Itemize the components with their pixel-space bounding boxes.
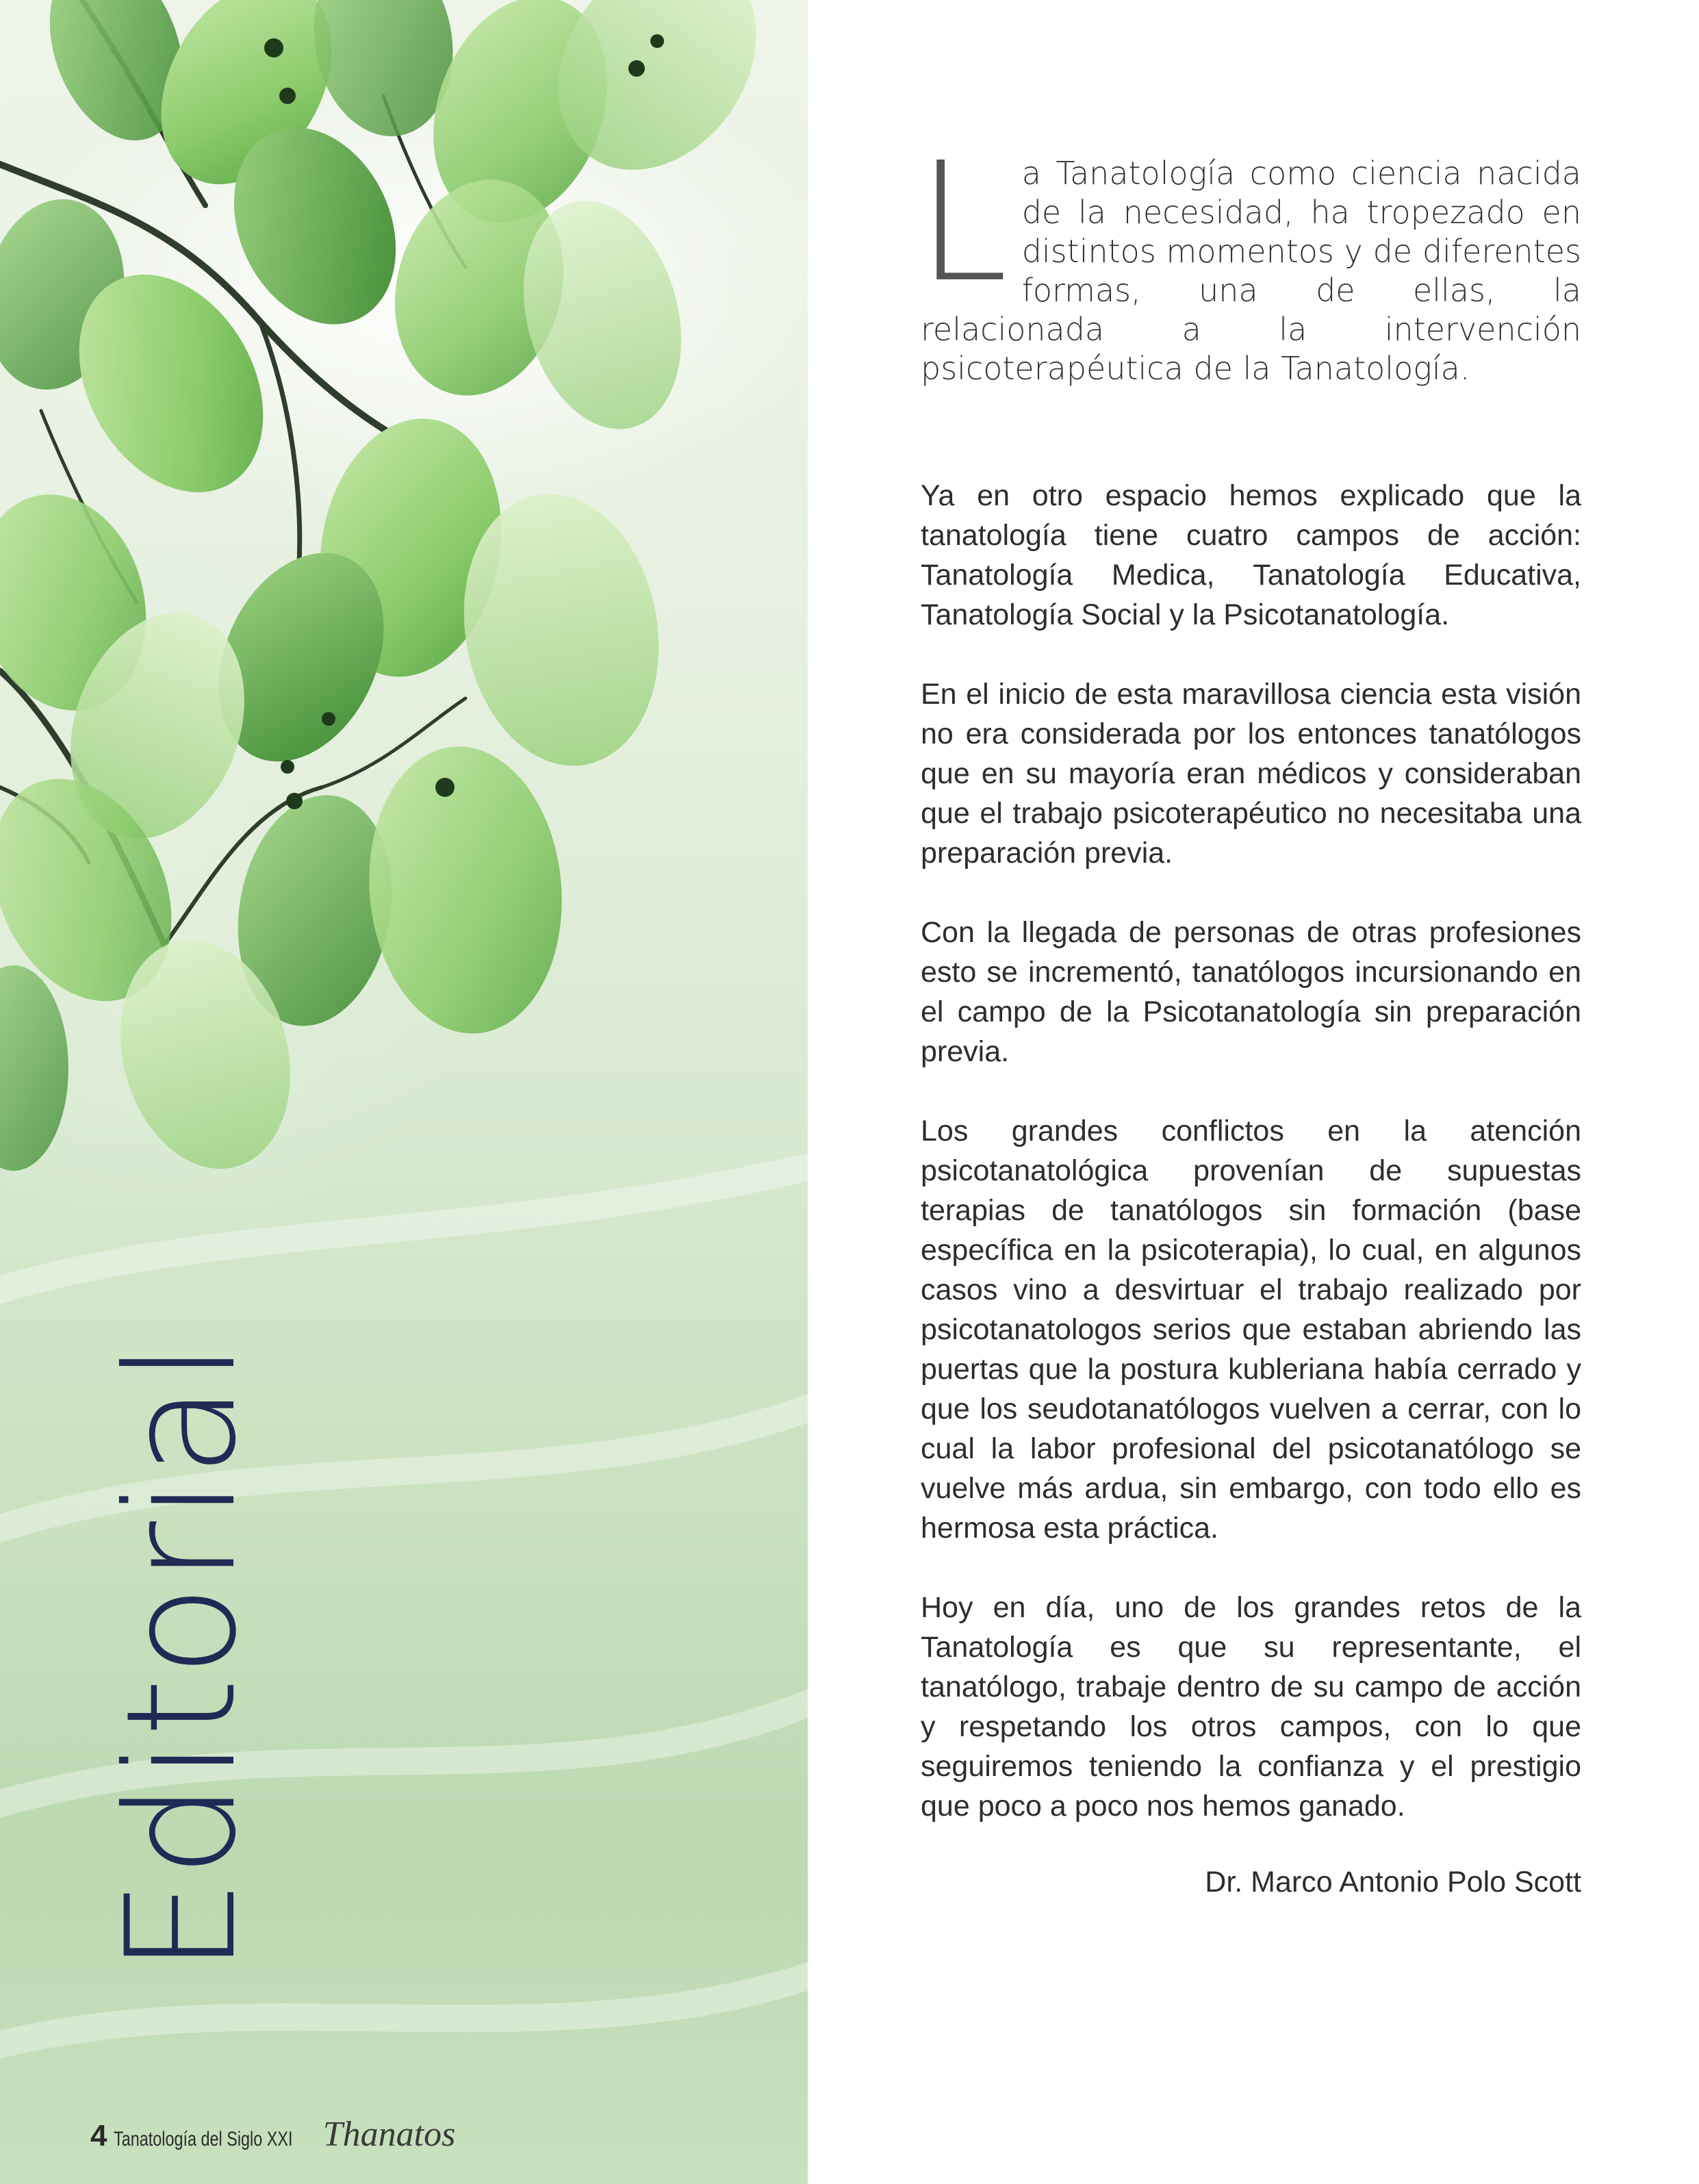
section-title: Editorial [94,1339,269,1975]
body-paragraph: En el inicio de esta maravillosa ciencia esta visión no era considerada por los entonces tanatólogos que en su mayoría eran médicos y consideraban que el trabajo psicoterapéutico no necesitaba una preparación previa. [921,678,1581,869]
body-paragraph: Hoy en día, uno de los grandes retos de la Tanatología es que su representante, el tanatólogo, trabaje dentro de su campo de acción y respetando los otros campos, con lo que seguiremos teniendo la confianza y el prestigio que poco a poco nos hemos ganado. [921,1591,1581,1823]
body-paragraph: Ya en otro espacio hemos explicado que la tanatología tiene cuatro campos de acción: Tanatología Medica, Tanatología Educativa, Tanatología Social y la Psicotanatología. [921,479,1581,631]
leaves-background-image [0,0,808,2184]
body-paragraph: Con la llegada de personas de otras profesiones esto se incrementó, tanatólogos incursionando en el campo de la Psicotanatología sin preparación previa. [921,916,1581,1068]
lead-paragraph [917,127,1581,388]
page-footer [90,2114,455,2155]
article-column [917,127,1581,1899]
author-signature: Dr. Marco Antonio Polo Scott [1205,1866,1581,1899]
page-number: 4 [90,2119,107,2153]
publication-name: Tanatología del Siglo XXI [114,2128,293,2150]
drop-cap: L [917,127,1008,318]
article-body [921,476,1581,1899]
lead-text: a Tanatología como ciencia nacida de la necesidad, ha tropezado en distintos momentos y de diferentes formas, una de ellas, la relacionada a la intervención psicoterapéutica de la Tanatología. [921,155,1581,387]
body-paragraph: Los grandes conflictos en la atención psicotanatológica provenían de supuestas terapias de tanatólogos sin formación (base específica en la psicoterapia), lo cual, en algunos casos vino a desvirtuar el trabajo realizado por psicotanatologos serios que estaban abriendo las puertas que la postura kubleriana había cerrado y que los seudotanatólogos vuelven a cerrar, con lo cual la labor profesional del psicotanatólogo se vuelve más ardua, sin embargo, con todo ello es hermosa esta práctica. [921,1115,1581,1545]
brand-logo-text: Thanatos [322,2115,456,2154]
